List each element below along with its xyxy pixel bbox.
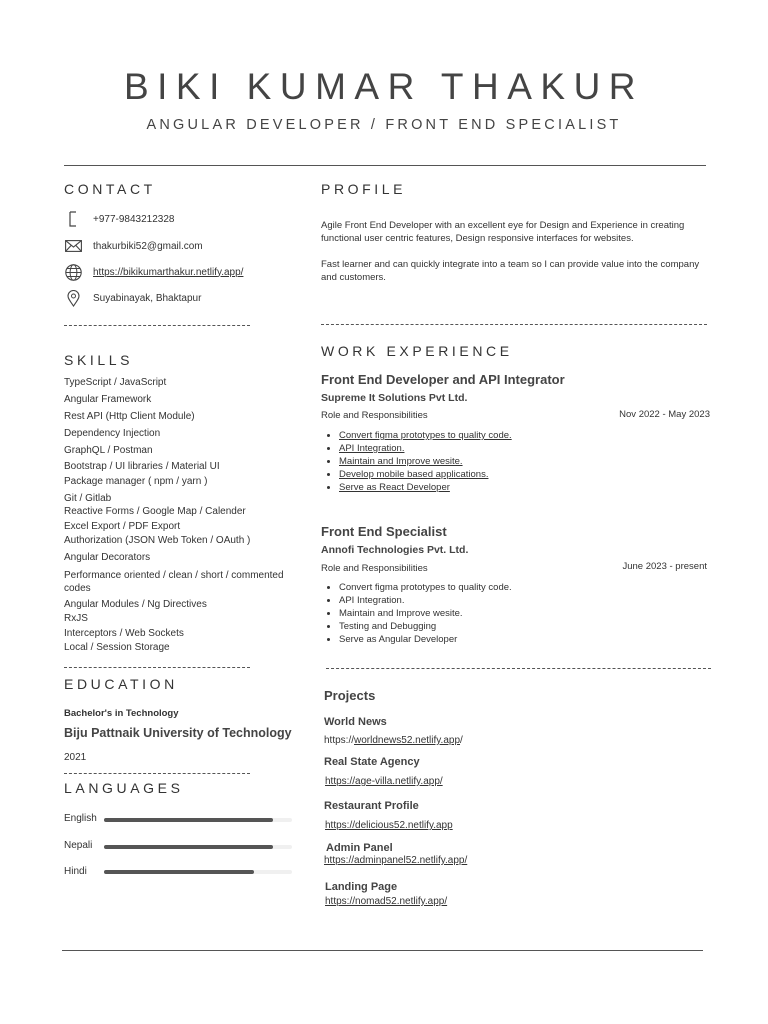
list-item: • Maintain and Improve wesite. (339, 455, 719, 468)
project-link[interactable]: https://nomad52.netlify.app/ (325, 896, 448, 907)
job-responsibilities (321, 581, 719, 646)
project-name: Real State Agency (324, 756, 420, 768)
project-name: Landing Page (325, 881, 398, 893)
skill-item: Performance oriented / clean / short / commented codes (64, 570, 284, 594)
contact-phone (64, 210, 174, 228)
job-role-label: Role and Responsibilities (321, 410, 428, 421)
skill-item: Angular Modules / Ng Directives (64, 599, 207, 610)
skill-item: Local / Session Storage (64, 642, 170, 653)
contact-heading: CONTACT (64, 181, 156, 197)
language-bar (104, 870, 292, 874)
experience-heading: WORK EXPERIENCE (321, 343, 513, 359)
list-item: • API Integration. (339, 594, 719, 607)
phone-icon (64, 210, 82, 228)
list-item: • Testing and Debugging (339, 620, 719, 633)
language-bar (104, 845, 292, 849)
skill-item: Package manager ( npm / yarn ) (64, 476, 208, 487)
list-item: • API Integration. (339, 442, 719, 455)
phone-number: +977-9843212328 (93, 213, 175, 225)
contact-website[interactable] (64, 263, 243, 281)
language-bar-fill (104, 870, 254, 874)
skill-item: Rest API (Http Client Module) (64, 411, 195, 422)
education-heading: EDUCATION (64, 676, 178, 692)
skills-divider (64, 667, 250, 668)
job-role-label: Role and Responsibilities (321, 563, 428, 574)
skill-item: Angular Decorators (64, 552, 151, 563)
experience-divider (326, 668, 711, 669)
header-divider (64, 165, 706, 166)
skill-item: Angular Framework (64, 394, 152, 405)
location-pin-icon (64, 289, 82, 307)
language-bar (104, 818, 292, 822)
skill-item: Reactive Forms / Google Map / Calender (64, 506, 246, 517)
project-link[interactable]: https://age-villa.netlify.app/ (325, 776, 443, 787)
skill-item: Bootstrap / UI libraries / Material UI (64, 461, 220, 472)
contact-divider (64, 325, 250, 326)
list-item: • Maintain and Improve wesite. (339, 607, 719, 620)
list-item: • Develop mobile based applications. (339, 468, 719, 481)
profile-paragraph: Agile Front End Developer with an excellent eye for Design and Experience in creating functional user centric features, Design responsive interfaces for websites. (321, 220, 685, 244)
language-name: English (64, 813, 97, 824)
footer-divider (62, 950, 703, 951)
globe-icon (64, 263, 82, 281)
languages-heading: LANGUAGES (64, 780, 184, 796)
location-text: Suyabinayak, Bhaktapur (93, 292, 202, 304)
job-responsibilities (321, 429, 719, 494)
language-bar-fill (104, 845, 273, 849)
project-name: Restaurant Profile (324, 800, 419, 812)
list-item: • Serve as React Developer (339, 481, 719, 494)
project-link[interactable]: https://adminpanel52.netlify.app/ (324, 855, 468, 866)
skill-item: Interceptors / Web Sockets (64, 628, 184, 639)
contact-email (64, 237, 203, 255)
job-company: Annofi Technologies Pvt. Ltd. (321, 544, 469, 556)
skill-item: GraphQL / Postman (64, 445, 153, 456)
project-link[interactable]: https://worldnews52.netlify.app/ (324, 735, 463, 746)
projects-heading: Projects (324, 688, 376, 703)
skill-item: Excel Export / PDF Export (64, 521, 181, 532)
education-university: Biju Pattnaik University of Technology (64, 726, 292, 740)
skill-item: RxJS (64, 613, 88, 624)
job-title: Front End Developer and API Integrator (321, 372, 565, 387)
skills-heading: SKILLS (64, 352, 134, 368)
skill-item: Authorization (JSON Web Token / OAuth ) (64, 535, 251, 546)
language-bar-fill (104, 818, 273, 822)
profile-divider (321, 324, 707, 325)
education-degree: Bachelor's in Technology (64, 708, 179, 719)
job-company: Supreme It Solutions Pvt Ltd. (321, 392, 468, 404)
language-name: Nepali (64, 840, 93, 851)
resume-title: ANGULAR DEVELOPER / FRONT END SPECIALIST (146, 117, 622, 133)
education-year: 2021 (64, 752, 87, 763)
skill-item: Dependency Injection (64, 428, 161, 439)
job-dates: Nov 2022 - May 2023 (619, 409, 710, 420)
language-name: Hindi (64, 866, 87, 877)
profile-heading: PROFILE (321, 181, 407, 197)
skill-item: TypeScript / JavaScript (64, 377, 167, 388)
resume-name: BIKI KUMAR THAKUR (123, 66, 645, 107)
skill-item: Git / Gitlab (64, 493, 112, 504)
list-item: • Convert figma prototypes to quality code. (339, 429, 719, 442)
list-item: • Serve as Angular Developer (339, 633, 719, 646)
education-divider (64, 773, 250, 774)
project-name: Admin Panel (326, 842, 393, 854)
project-link[interactable]: https://delicious52.netlify.app (325, 820, 453, 831)
website-link[interactable]: https://bikikumarthakur.netlify.app/ (93, 266, 244, 278)
email-address: thakurbiki52@gmail.com (93, 240, 203, 252)
job-dates: June 2023 - present (622, 561, 707, 572)
envelope-icon (64, 237, 82, 255)
profile-paragraph: Fast learner and can quickly integrate into a team so I can provide value into the company and customers. (321, 259, 700, 283)
contact-location (64, 289, 201, 307)
list-item: • Convert figma prototypes to quality code. (339, 581, 719, 594)
project-name: World News (324, 716, 387, 728)
job-title: Front End Specialist (321, 524, 447, 539)
